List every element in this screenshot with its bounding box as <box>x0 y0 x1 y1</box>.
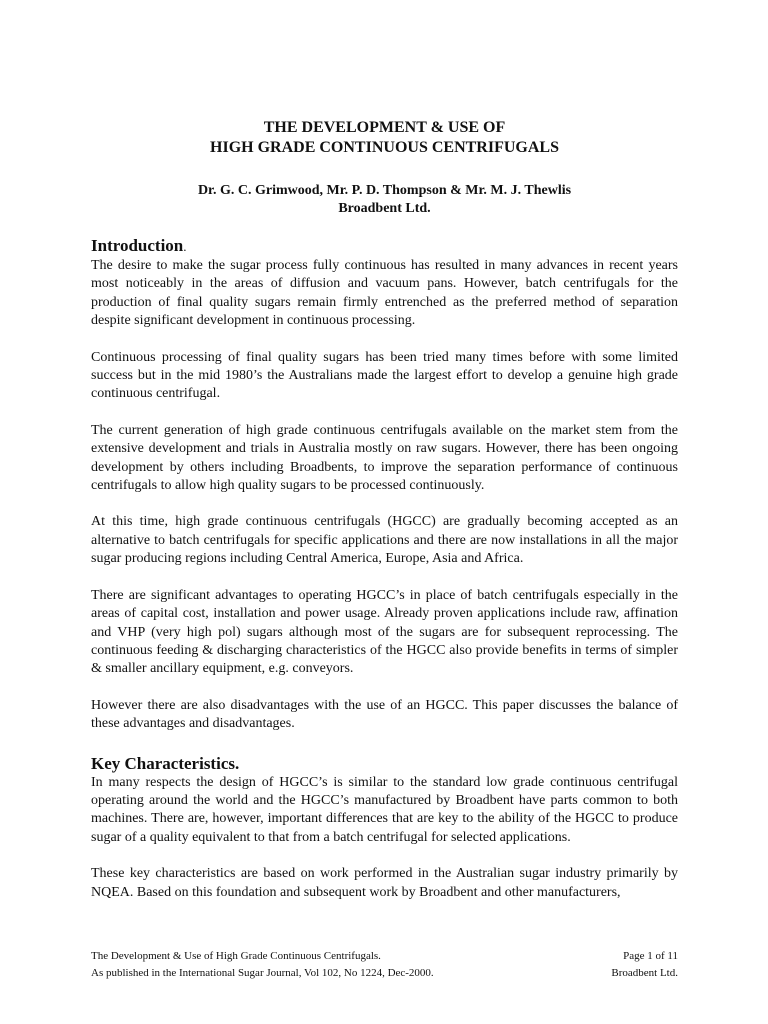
footer-page-number: Page 1 of 11 <box>623 950 678 962</box>
author-block <box>91 182 678 218</box>
title-line-2: HIGH GRADE CONTINUOUS CENTRIFUGALS <box>210 139 559 156</box>
key-characteristics-heading: Key Characteristics. <box>91 753 240 773</box>
footer-publication-info: As published in the International Sugar Journal, Vol 102, No 1224, Dec-2000. <box>91 967 434 979</box>
introduction-paragraph-4: At this time, high grade continuous centrifugals (HGCC) are gradually becoming accepted as an alternative to batch centrifugals for specific applications and there are now installations in all the major sugar producing regions including Central America, Europe, Asia and Africa. <box>91 514 678 567</box>
introduction-heading-text: Introduction <box>91 236 184 255</box>
introduction-paragraph-2: Continuous processing of final quality sugars has been tried many times before with some limited success but in the mid 1980’s the Australians made the largest effort to develop a genuine high grade continuous centrifugal. <box>91 349 678 402</box>
footer-row-2 <box>91 965 678 982</box>
page-body <box>91 118 678 902</box>
introduction-paragraph-5: There are significant advantages to operating HGCC’s in place of batch centrifugals especially in the areas of capital cost, installation and power usage. Already proven applications include raw, affination and VHP (very high pol) sugars although most of the sugars are for subsequent reprocessing. The continuous feeding & discharging characteristics of the HGCC also provide benefits in terms of simpler & smaller ancillary equipment, e.g. conveyors. <box>91 587 678 677</box>
footer-company: Broadbent Ltd. <box>611 967 678 979</box>
footer-paper-title: The Development & Use of High Grade Continuous Centrifugals. <box>91 950 381 962</box>
footer-row-1 <box>91 948 678 965</box>
author-affiliation: Broadbent Ltd. <box>338 201 431 216</box>
key-characteristics-paragraph-1: In many respects the design of HGCC’s is similar to the standard low grade continuous centrifugal operating around the world and the HGCC’s manufactured by Broadbent have parts common to both machines. There are, however, important differences that are key to the ability of the HGCC to produce sugar of a quality equivalent to that from a batch centrifugal for selected applications. <box>91 774 678 845</box>
introduction-heading <box>91 236 678 257</box>
introduction-paragraph-6: However there are also disadvantages with the use of an HGCC. This paper discusses the balance of these advantages and disadvantages. <box>91 697 678 732</box>
paper-title <box>91 118 678 158</box>
introduction-paragraph-3: The current generation of high grade continuous centrifugals available on the market stem from the extensive development and trials in Australia mostly on raw sugars. However, there has been ongoing development by others including Broadbents, to improve the separation performance of continuous centrifugals to allow high quality sugars to be processed continuously. <box>91 422 678 494</box>
page-footer <box>91 948 678 982</box>
key-characteristics-paragraph-2: These key characteristics are based on work performed in the Australian sugar industry primarily by NQEA. Based on this foundation and subsequent work by Broadbent and other manufacturers, <box>91 866 678 900</box>
author-names: Dr. G. C. Grimwood, Mr. P. D. Thompson & Mr. M. J. Thewlis <box>197 183 572 198</box>
introduction-paragraph-1: The desire to make the sugar process fully continuous has resulted in many advances in recent years most noticeably in the areas of diffusion and vacuum pans. However, batch centrifugals for the production of final quality sugars remain firmly entrenched as the preferred method of separation despite significant development in continuous processing. <box>91 258 678 329</box>
title-line-1: THE DEVELOPMENT & USE OF <box>263 119 506 136</box>
introduction-heading-suffix: . <box>183 239 187 254</box>
